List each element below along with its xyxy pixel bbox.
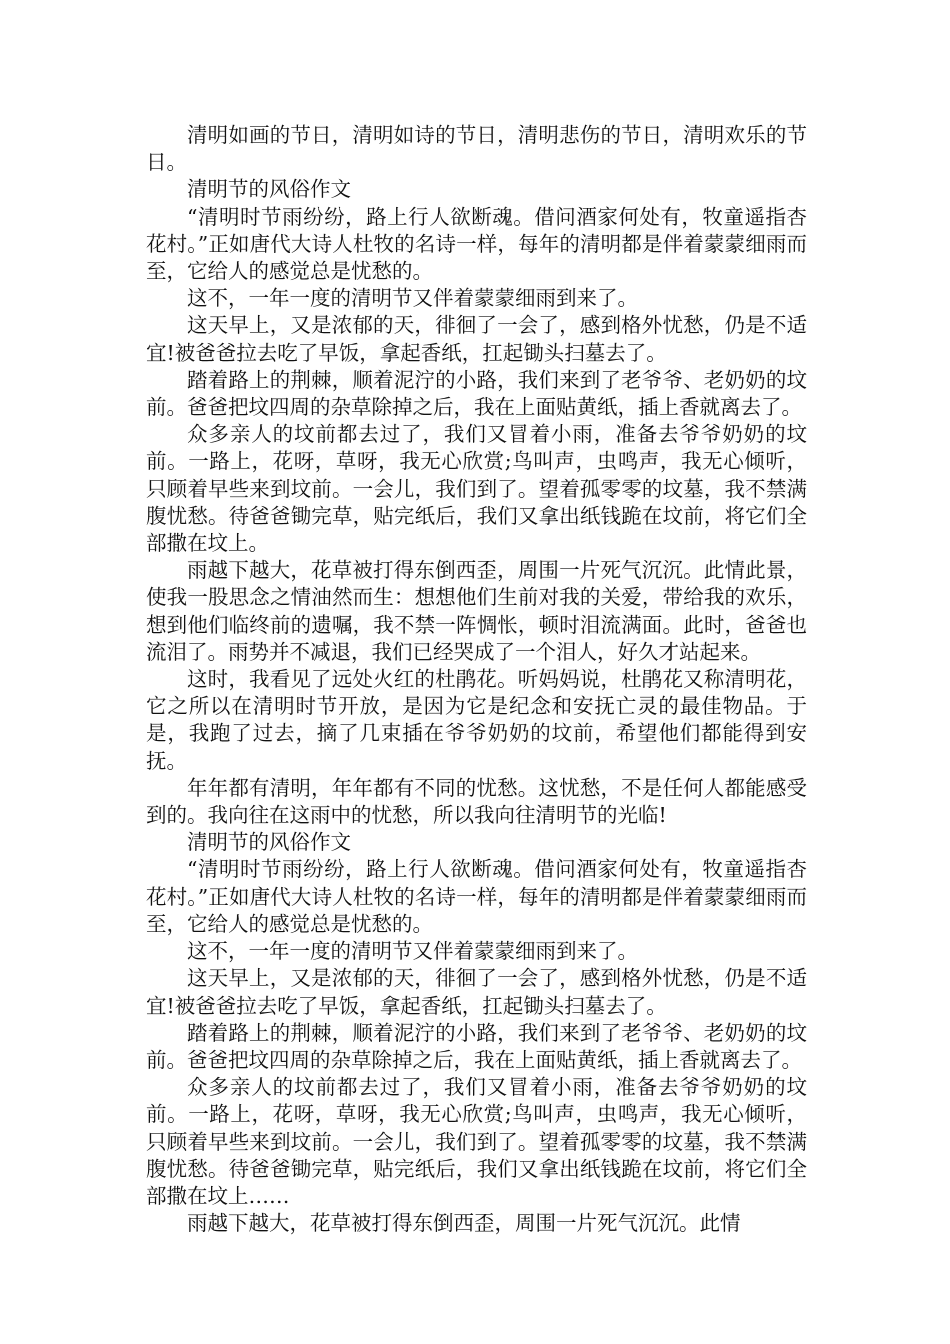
paragraph: 雨越下越大，花草被打得东倒西歪，周围一片死气沉沉。此情: [187, 1211, 741, 1236]
paragraph: 众多亲人的坟前都去过了，我们又冒着小雨，准备去爷爷奶奶的坟前。一路上，花呀，草呀，我无心欣赏;鸟叫声，虫鸣声，我无心倾听，只顾着早些来到坟前。一会儿，我们到了。望着孤零零的坟墓，我不禁满腹忧愁。待爸爸锄完草，贴完纸后，我们又拿出纸钱跪在坟前，将它们全部撒在坟上……: [146, 1075, 807, 1208]
paragraph: 踏着路上的荆棘，顺着泥泞的小路，我们来到了老爷爷、老奶奶的坟前。爸爸把坟四周的杂草除掉之后，我在上面贴黄纸，插上香就离去了。: [146, 367, 807, 420]
paragraph: 这时，我看见了远处火红的杜鹃花。听妈妈说，杜鹃花又称清明花，它之所以在清明时节开放，是因为它是纪念和安抚亡灵的最佳物品。于是，我跑了过去，摘了几束插在爷爷奶奶的坟前，希望他们都能得到安抚。: [146, 667, 807, 773]
paragraph: 这不，一年一度的清明节又伴着蒙蒙细雨到来了。: [187, 939, 638, 964]
paragraph: “清明时节雨纷纷，路上行人欲断魂。借问酒家何处有，牧童遥指杏花村。”正如唐代大诗人杜牧的名诗一样，每年的清明都是伴着蒙蒙细雨而至，它给人的感觉总是忧愁的。: [146, 204, 807, 284]
section-heading: 清明节的风俗作文: [187, 830, 351, 855]
paragraph: 雨越下越大，花草被打得东倒西歪，周围一片死气沉沉。此情此景，使我一股思念之情油然而生：想想他们生前对我的关爱，带给我的欢乐，想到他们临终前的遗嘱，我不禁一阵惆怅，顿时泪流满面。此时，爸爸也流泪了。雨势并不减退，我们已经哭成了一个泪人，好久才站起来。: [146, 558, 807, 664]
section-heading: 清明节的风俗作文: [187, 177, 351, 202]
paragraph: 这天早上，又是浓郁的天，徘徊了一会了，感到格外忧愁，仍是不适宜!被爸爸拉去吃了早饭，拿起香纸，扛起锄头扫墓去了。: [146, 313, 807, 365]
paragraph: 这不，一年一度的清明节又伴着蒙蒙细雨到来了。: [187, 286, 638, 311]
document-page: [146, 122, 807, 1237]
paragraph: 年年都有清明，年年都有不同的忧愁。这忧愁，不是任何人都能感受到的。我向往在这雨中的忧愁，所以我向往清明节的光临!: [146, 775, 807, 828]
paragraph: 清明如画的节日，清明如诗的节日，清明悲伤的节日，清明欢乐的节日。: [146, 123, 807, 175]
paragraph: 踏着路上的荆棘，顺着泥泞的小路，我们来到了老爷爷、老奶奶的坟前。爸爸把坟四周的杂草除掉之后，我在上面贴黄纸，插上香就离去了。: [146, 1020, 807, 1072]
paragraph: 这天早上，又是浓郁的天，徘徊了一会了，感到格外忧愁，仍是不适宜!被爸爸拉去吃了早饭，拿起香纸，扛起锄头扫墓去了。: [146, 966, 807, 1018]
paragraph: 众多亲人的坟前都去过了，我们又冒着小雨，准备去爷爷奶奶的坟前。一路上，花呀，草呀，我无心欣赏;鸟叫声，虫鸣声，我无心倾听，只顾着早些来到坟前。一会儿，我们到了。望着孤零零的坟墓，我不禁满腹忧愁。待爸爸锄完草，贴完纸后，我们又拿出纸钱跪在坟前，将它们全部撒在坟上。: [146, 422, 807, 556]
paragraph: “清明时节雨纷纷，路上行人欲断魂。借问酒家何处有，牧童遥指杏花村。”正如唐代大诗人杜牧的名诗一样，每年的清明都是伴着蒙蒙细雨而至，它给人的感觉总是忧愁的。: [146, 857, 807, 936]
